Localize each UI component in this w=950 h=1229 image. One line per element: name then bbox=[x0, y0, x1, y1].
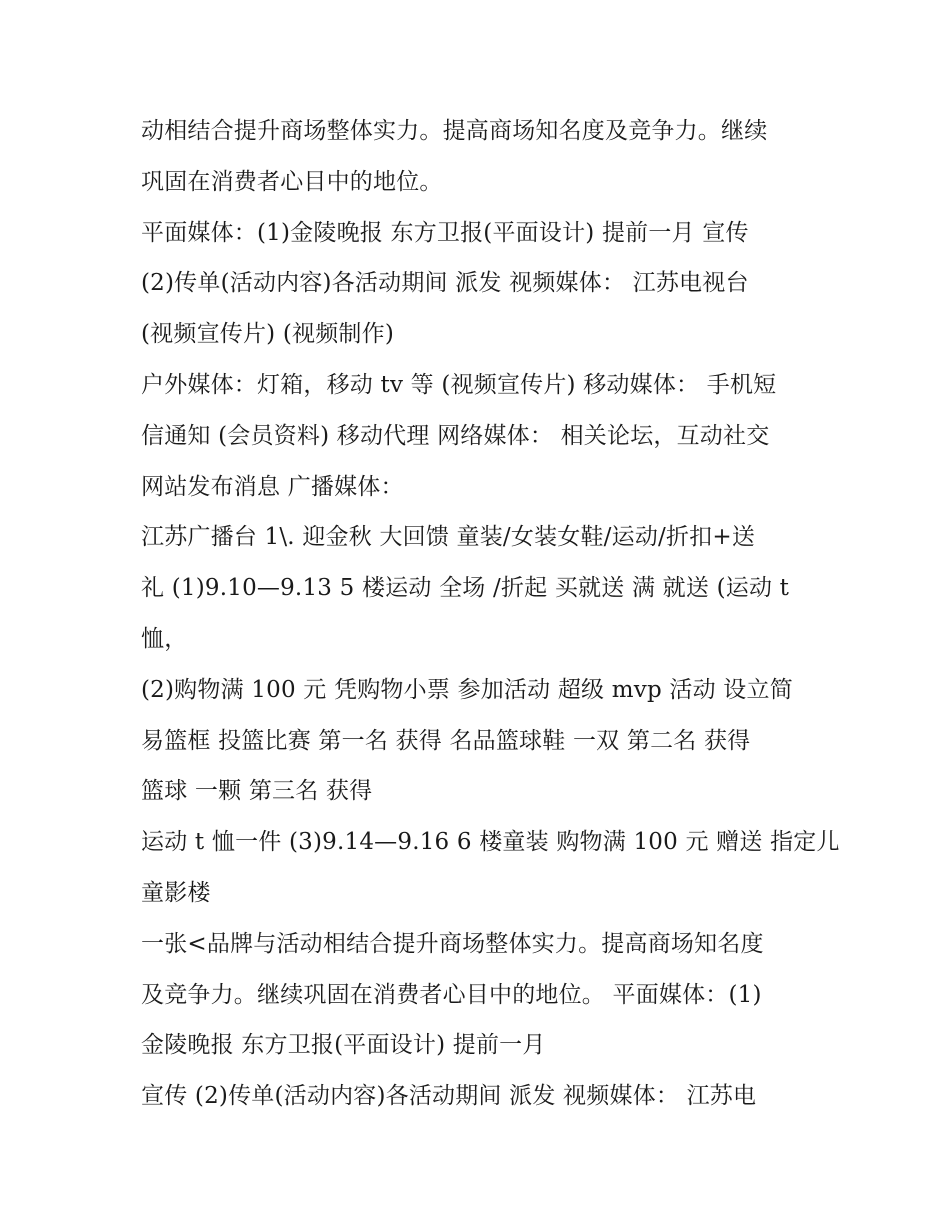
text-line: 宣传 (2)传单(活动内容)各活动期间 派发 视频媒体： 江苏电 bbox=[141, 1083, 757, 1110]
text-line: 篮球 一颗 第三名 获得 bbox=[141, 778, 373, 805]
text-line: 信通知 (会员资料) 移动代理 网络媒体： 相关论坛，互动社交 bbox=[141, 422, 770, 449]
text-line: 易篮框 投篮比赛 第一名 获得 名品篮球鞋 一双 第二名 获得 bbox=[141, 727, 751, 754]
text-line: 恤， bbox=[141, 625, 188, 652]
text-line: (2)购物满 100 元 凭购物小票 参加活动 超级 mvp 活动 设立简 bbox=[141, 676, 793, 703]
text-line: 江苏广播台 1\. 迎金秋 大回馈 童装/女装女鞋/运动/折扣+送 bbox=[141, 524, 756, 551]
text-line: 动相结合提升商场整体实力。提高商场知名度及竞争力。继续 bbox=[141, 118, 768, 144]
body-text bbox=[141, 106, 840, 1122]
text-line: 巩固在消费者心目中的地位。 bbox=[141, 168, 443, 195]
text-line: 运动 t 恤一件 (3)9.14—9.16 6 楼童装 购物满 100 元 赠送 指定儿 bbox=[141, 829, 840, 856]
text-line: 礼 (1)9.10—9.13 5 楼运动 全场 /折起 买就送 满 就送 (运动 t bbox=[141, 575, 790, 602]
text-line: 及竞争力。继续巩固在消费者心目中的地位。 平面媒体：(1) bbox=[141, 981, 762, 1008]
text-line: 金陵晚报 东方卫报(平面设计) 提前一月 bbox=[141, 1032, 546, 1059]
text-line: 一张<品牌与活动相结合提升商场整体实力。提高商场知名度 bbox=[141, 930, 764, 957]
text-line: (视频宣传片) (视频制作) bbox=[141, 321, 395, 348]
text-line: 平面媒体：(1)金陵晚报 东方卫报(平面设计) 提前一月 宣传 bbox=[141, 219, 749, 246]
text-line: (2)传单(活动内容)各活动期间 派发 视频媒体： 江苏电视台 bbox=[141, 270, 749, 297]
text-line: 网站发布消息 广播媒体： bbox=[141, 473, 404, 500]
text-line: 童影楼 bbox=[141, 879, 211, 906]
text-line: 户外媒体：灯箱，移动 tv 等 (视频宣传片) 移动媒体： 手机短 bbox=[141, 371, 777, 398]
